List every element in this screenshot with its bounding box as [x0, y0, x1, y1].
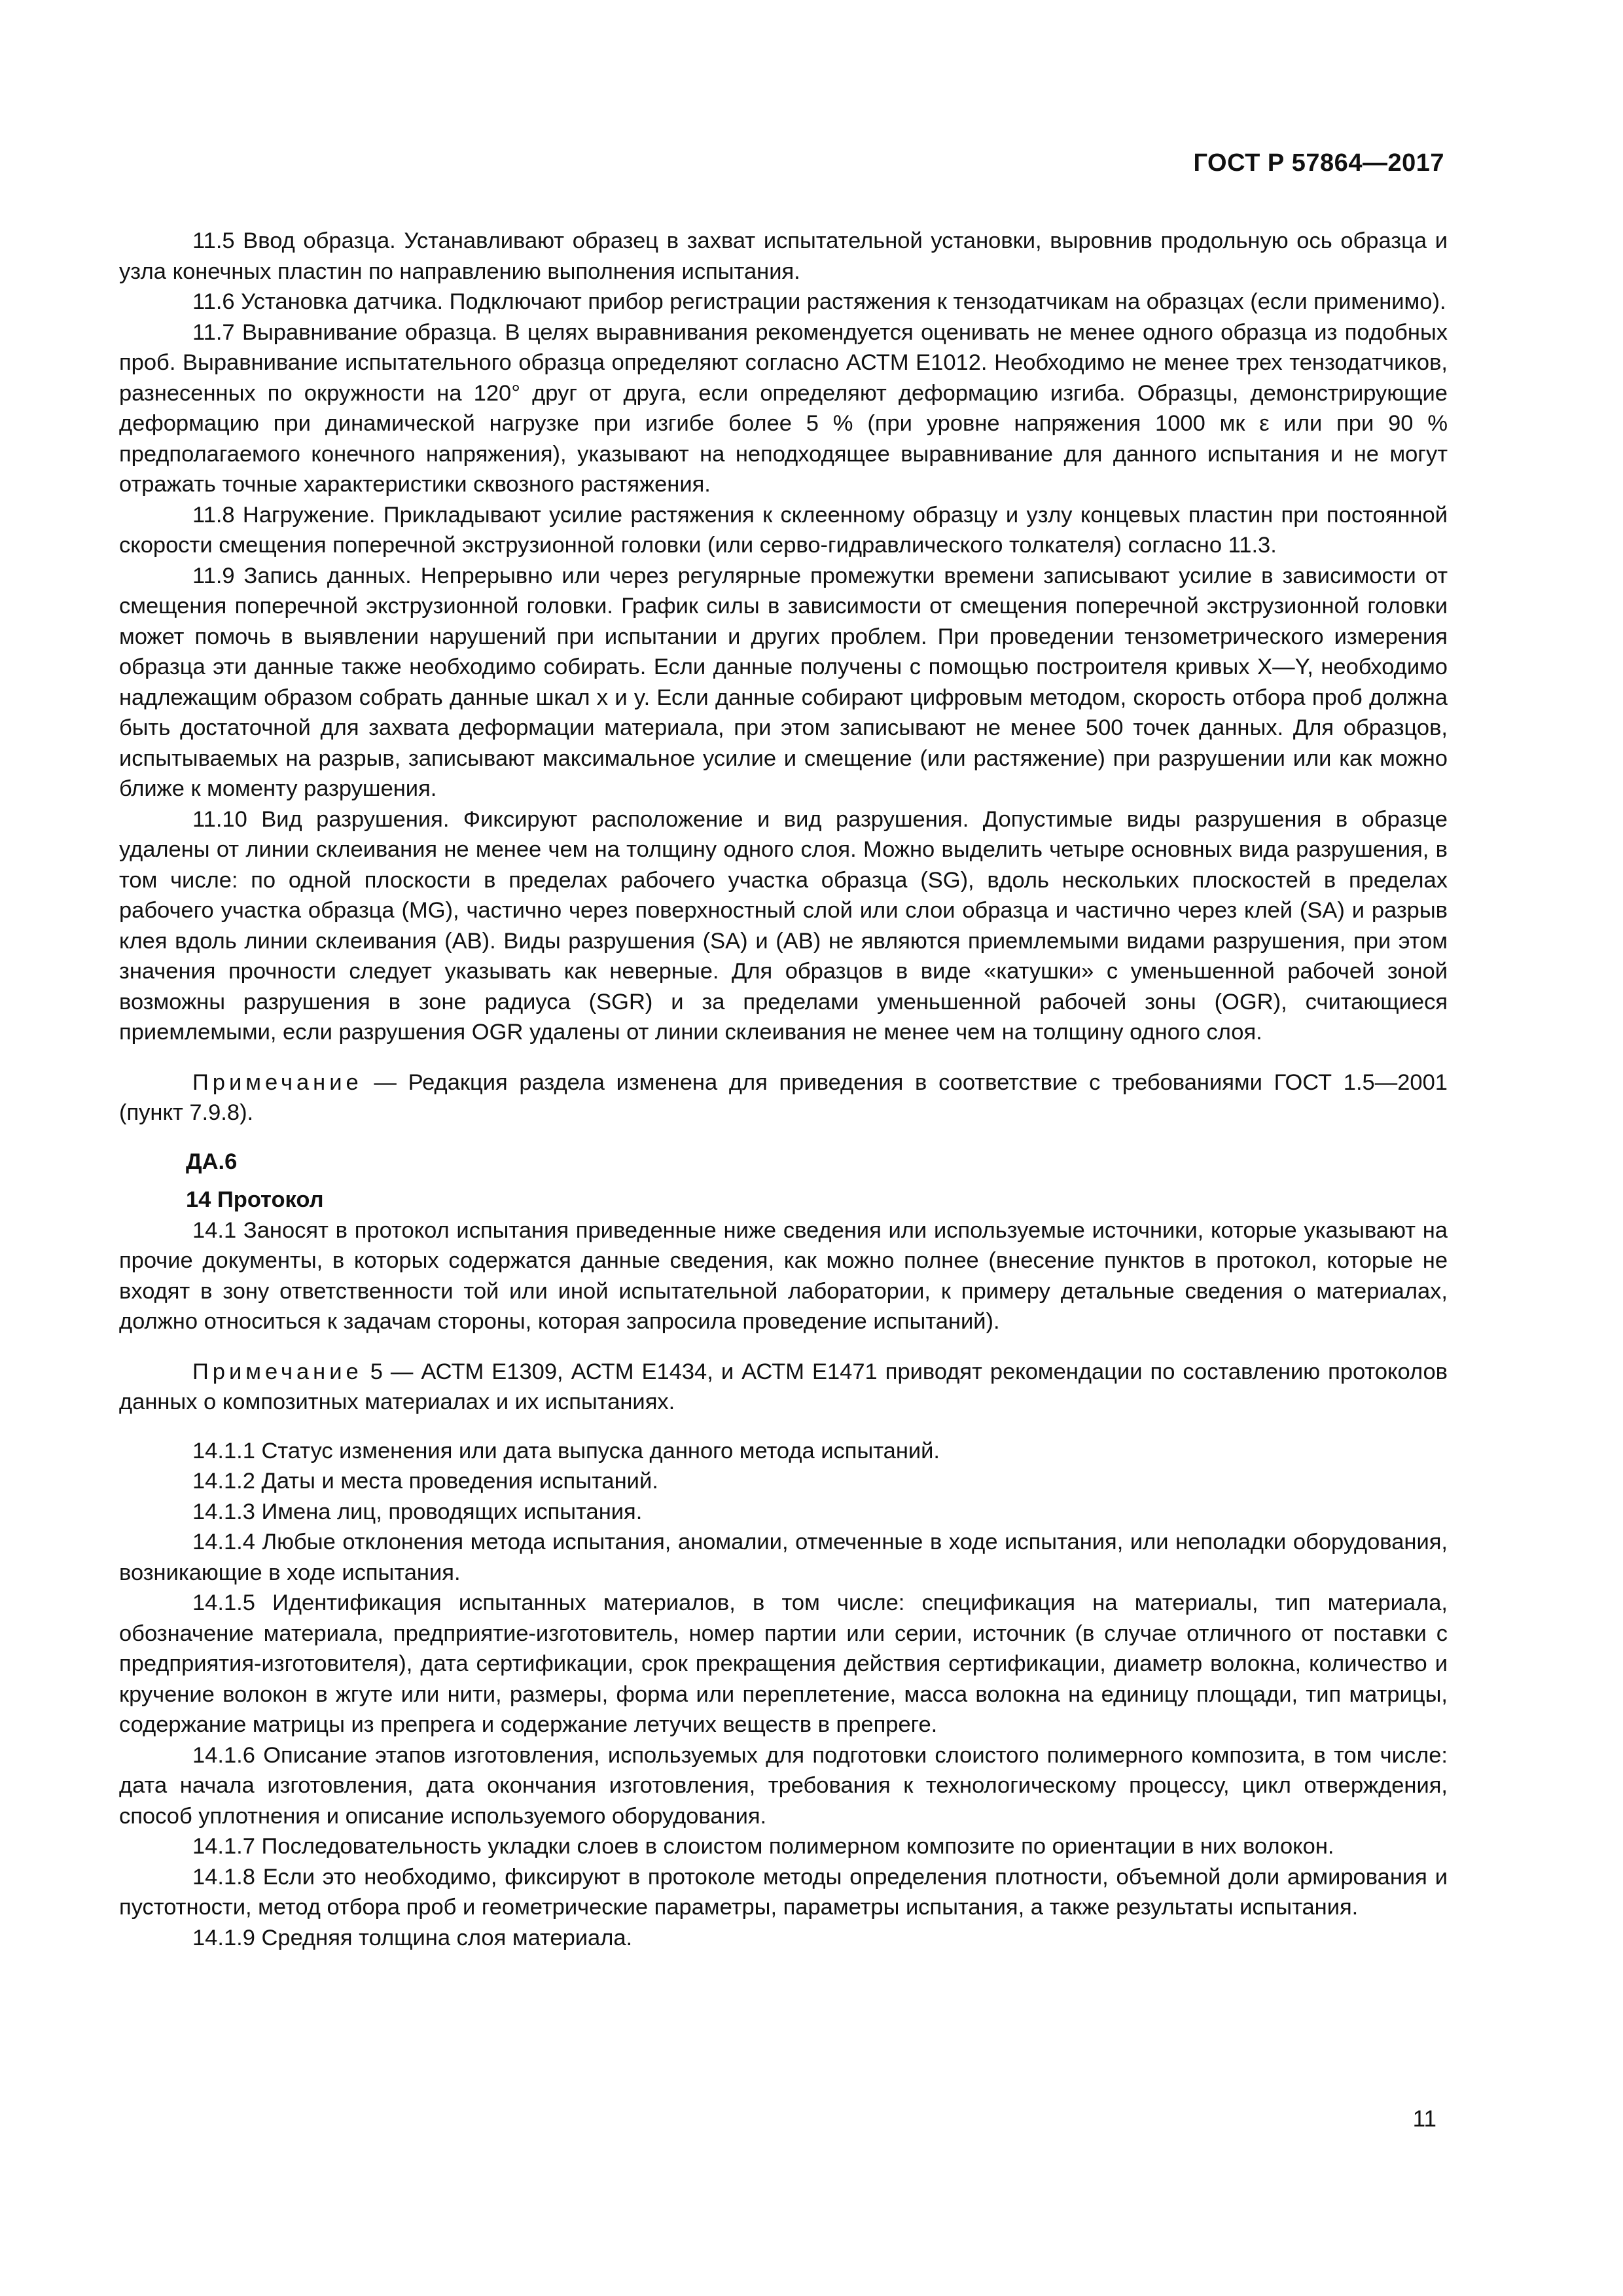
note-section-revision [119, 1067, 1448, 1128]
paragraph-14-1-5: 14.1.5 Идентификация испытанных материалов, в том числе: спецификация на материалы, тип материала, обозначение материала, предприятие-изготовитель, номер партии или серии, источник (в случае отличного от поставки с предприятия-изготовителя), дата сертификации, срок прекращения действия сертификации, диаметр волокна, количество и кручение волокон в жгуте или нити, размеры, форма или переплетение, масса волокна на единицу площади, тип матрицы, содержание матрицы из препрега и содержание летучих веществ в препреге. [119, 1590, 1448, 1737]
paragraph-11-7: 11.7 Выравнивание образца. В целях выравнивания рекомендуется оценивать не менее одного образца из подобных проб. Выравнивание испытательного образца определяют согласно АСТМ Е1012. Необходимо не менее трех тензодатчиков, разнесенных по окружности на 120° друг от друга, если определяют деформацию изгиба. Образцы, демонстрирующие деформацию при динамической нагрузке при изгибе более 5 % (при уровне напряжения 1000 мк ε или при 90 % предполагаемого конечного напряжения), указывают на неподходящее выравнивание для данного испытания и не могут отражать точные характеристики сквозного растяжения. [119, 319, 1448, 497]
note-5 [119, 1357, 1448, 1418]
paragraph-11-10: 11.10 Вид разрушения. Фиксируют расположение и вид разрушения. Допустимые виды разрушения в образце удалены от линии склеивания не менее чем на толщину одного слоя. Можно выделить четыре основных вида разрушения, в том числе: по одной плоскости в пределах рабочего участка образца (SG), вдоль нескольких плоскостей в пределах рабочего участка образца (MG), частично через поверхностный слой или слои образца и частично через клей (SA) и разрыв клея вдоль линии склеивания (AB). Виды разрушения (SA) и (AB) не являются приемлемыми видами разрушения, при этом значения прочности следует указывать как неверные. Для образцов в виде «катушки» с уменьшенной рабочей зоной возможны разрушения в зоне радиуса (SGR) и за пределами уменьшенной рабочей зоны (OGR), считающиеся приемлемыми, если разрушения OGR удалены от линии склеивания не менее чем на толщину одного слоя. [119, 806, 1448, 1045]
paragraph-11-8: 11.8 Нагружение. Прикладывают усилие растяжения к склеенному образцу и узлу концевых пластин при постоянной скорости смещения поперечной экструзионной головки (или серво-гидравлического толкателя) согласно 11.3. [119, 502, 1448, 558]
paragraph-14-1-7: 14.1.7 Последовательность укладки слоев в слоистом полимерном композите по ориентации в них волокон. [192, 1834, 1334, 1859]
note-label: Примечание [192, 1359, 363, 1384]
paragraph-14-1-2: 14.1.2 Даты и места проведения испытаний. [192, 1469, 658, 1494]
note-text: 5 — АСТМ Е1309, АСТМ Е1434, и АСТМ Е1471 приводят рекомендации по составлению протоколов данных о композитных материалах и их испытаниях. [119, 1359, 1448, 1414]
section-da6-heading: ДА.6 [186, 1149, 238, 1174]
page-number: 11 [1412, 2106, 1436, 2132]
paragraph-11-9: 11.9 Запись данных. Непрерывно или через регулярные промежутки времени записывают усилие в зависимости от смещения поперечной экструзионной головки. График силы в зависимости от смещения поперечной экструзионной головки может помочь в выявлении нарушений при испытании и других проблем. При проведении тензометрического измерения образца эти данные также необходимо собирать. Если данные получены с помощью построителя кривых X—Y, необходимо надлежащим образом собрать данные шкал x и y. Если данные собирают цифровым методом, скорость отбора проб должна быть достаточной для захвата деформации материала, при этом записывают не менее 500 точек данных. Для образцов, испытываемых на разрыв, записывают максимальное усилие и смещение (или растяжение) при разрушении или как можно ближе к моменту разрушения. [119, 563, 1448, 801]
note-text: — Редакция раздела изменена для приведения в соответствие с требованиями ГОСТ 1.5—2001 (пункт 7.9.8). [119, 1069, 1448, 1125]
document-body [119, 226, 1448, 1953]
note-label: Примечание [192, 1069, 363, 1095]
paragraph-14-1-3: 14.1.3 Имена лиц, проводящих испытания. [192, 1499, 643, 1524]
paragraph-14-1-8: 14.1.8 Если это необходимо, фиксируют в протоколе методы определения плотности, объемной доли армирования и пустотности, метод отбора проб и геометрические параметры, параметры испытания, а также результаты испытания. [119, 1864, 1448, 1920]
section-protocol-heading: 14 Протокол [186, 1187, 324, 1212]
paragraph-14-1-4: 14.1.4 Любые отклонения метода испытания, аномалии, отмеченные в ходе испытания, или неполадки оборудования, возникающие в ходе испытания. [119, 1530, 1448, 1585]
paragraph-14-1-6: 14.1.6 Описание этапов изготовления, используемых для подготовки слоистого полимерного композита, в том числе: дата начала изготовления, дата окончания изготовления, требования к технологическому процессу, цикл отверждения, способ уплотнения и описание используемого оборудования. [119, 1742, 1448, 1829]
paragraph-11-5: 11.5 Ввод образца. Устанавливают образец в захват испытательной установки, выровнив продольную ось образца и узла конечных пластин по направлению выполнения испытания. [119, 228, 1448, 284]
paragraph-14-1-9: 14.1.9 Средняя толщина слоя материала. [192, 1925, 633, 1950]
document-header: ГОСТ Р 57864—2017 [1193, 149, 1444, 177]
paragraph-14-1-1: 14.1.1 Статус изменения или дата выпуска данного метода испытаний. [192, 1438, 940, 1463]
paragraph-14-1: 14.1 Заносят в протокол испытания приведенные ниже сведения или используемые источники, которые указывают на прочие документы, в которых содержатся данные сведения, как можно полнее (внесение пунктов в протокол, которые не входят в зону ответственности той или иной испытательной лаборатории, к примеру детальные сведения о материалах, должно относиться к задачам стороны, которая запросила проведение испытаний). [119, 1217, 1448, 1334]
paragraph-11-6: 11.6 Установка датчика. Подключают прибор регистрации растяжения к тензодатчикам на образцах (если применимо). [192, 289, 1446, 314]
